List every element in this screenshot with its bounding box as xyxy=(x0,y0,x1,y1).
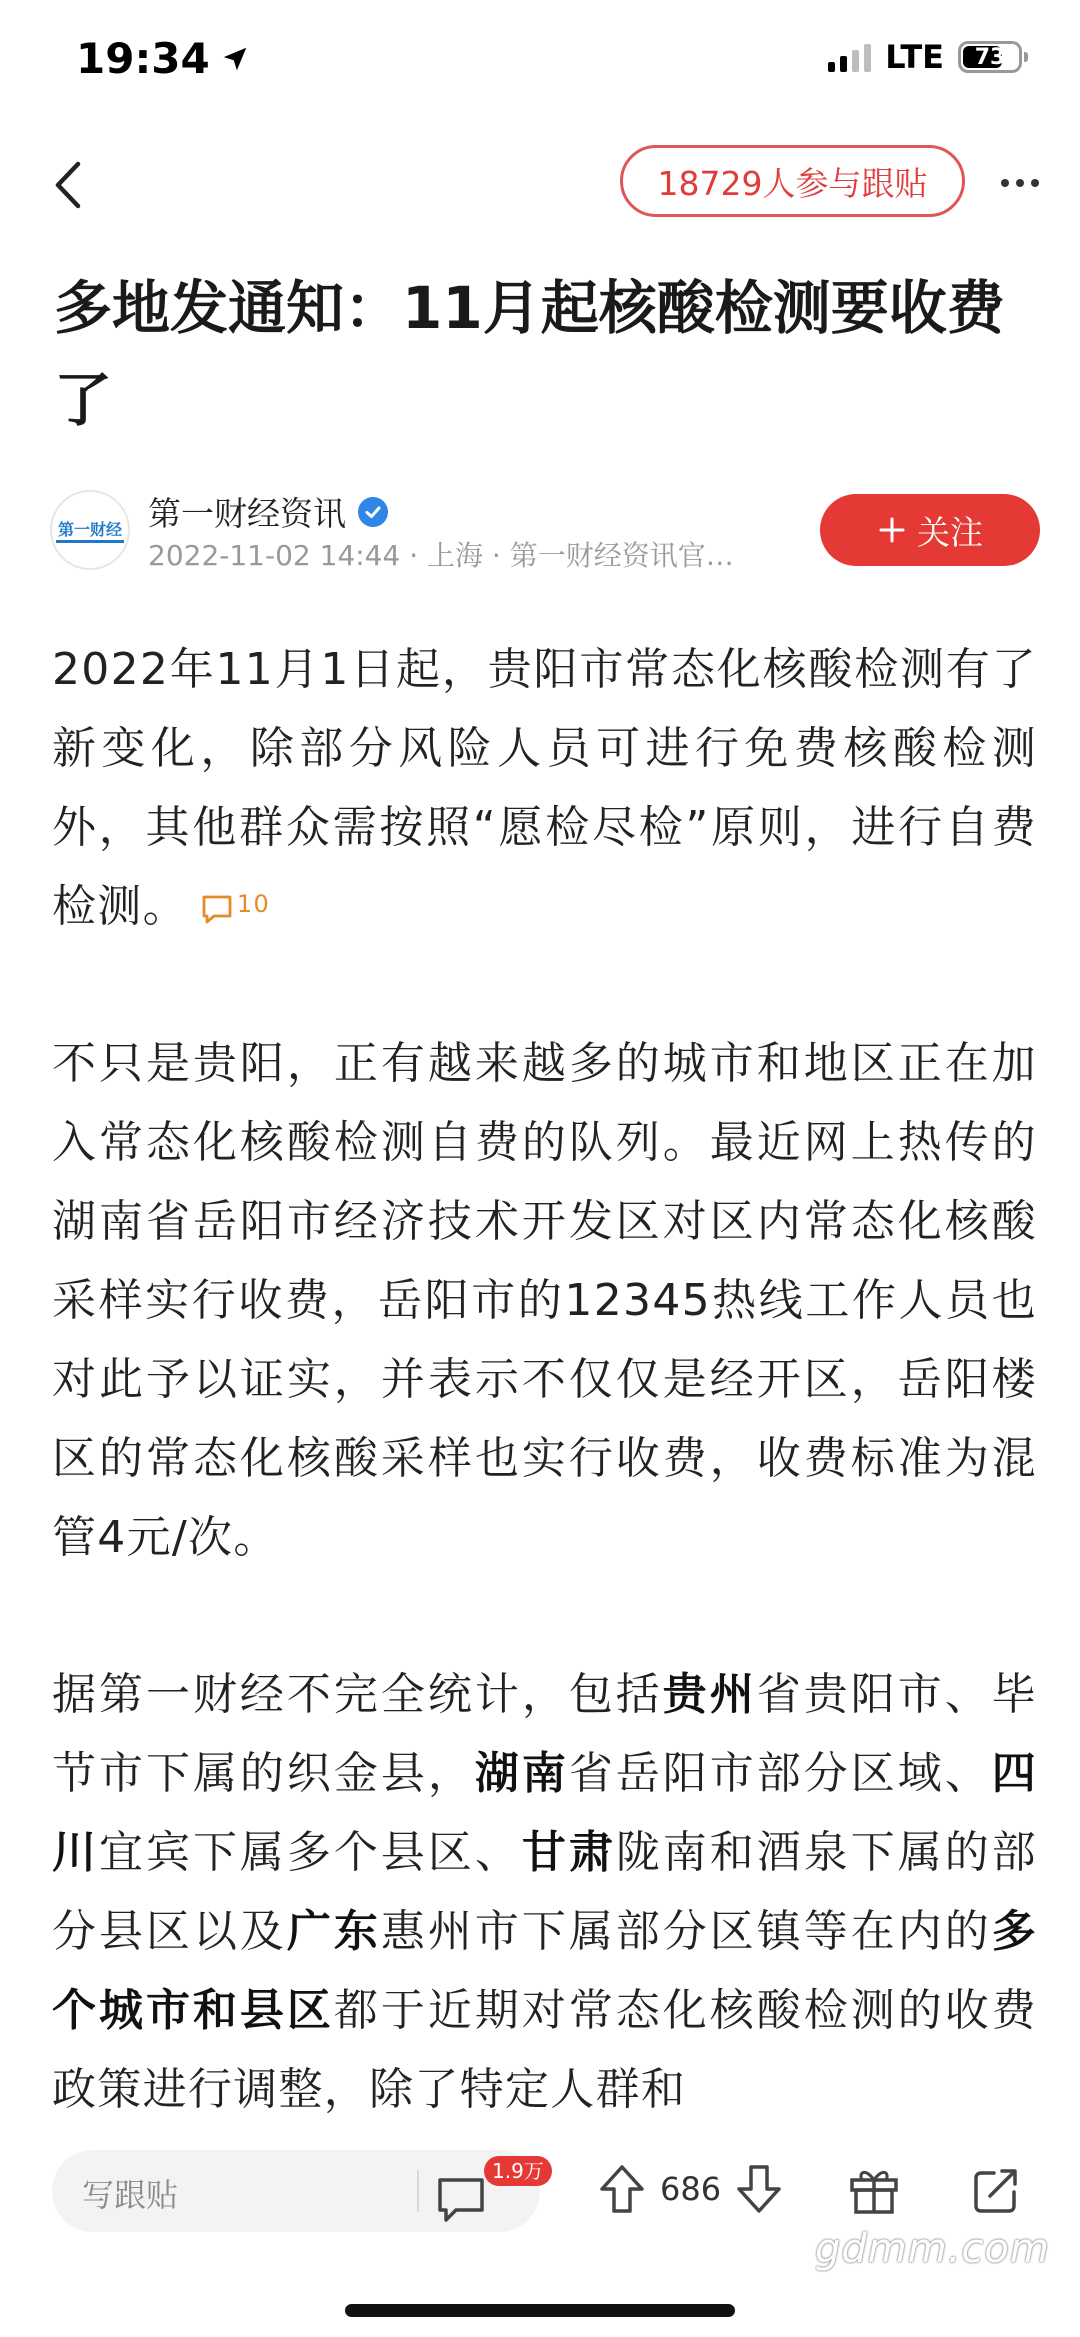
article-body xyxy=(52,630,1037,2207)
paragraph-1-text: 2022年11月1日起，贵阳市常态化核酸检测有了新变化，除部分风险人员可进行免费核酸检测外，其他群众需按照“愿检尽检”原则，进行自费检测。 xyxy=(52,644,1037,932)
paragraph-comment-count: 10 xyxy=(236,890,271,918)
chevron-left-icon xyxy=(40,150,100,220)
author-meta: 2022-11-02 14:44 · 上海 · 第一财经资讯官… xyxy=(148,539,734,572)
status-bar xyxy=(0,0,1080,130)
bold-text-segment: 贵州 xyxy=(662,1669,757,1720)
author-row xyxy=(50,488,1040,578)
follow-button[interactable] xyxy=(820,494,1040,566)
reply-input[interactable] xyxy=(52,2150,544,2232)
share-arrow-icon xyxy=(968,2162,1024,2218)
battery-icon xyxy=(958,41,1022,73)
vote-group xyxy=(596,2154,785,2224)
text-segment: 都于近期对常态化核酸检测的收费政策进行调整，除了特定人群和 xyxy=(52,1985,1037,2115)
network-type: LTE xyxy=(885,38,944,76)
author-avatar[interactable] xyxy=(50,490,130,570)
plus-icon xyxy=(877,515,907,545)
author-name[interactable] xyxy=(148,488,388,535)
share-button[interactable] xyxy=(968,2162,1024,2218)
text-segment: 据第一财经不完全统计，包括 xyxy=(52,1669,663,1720)
location-arrow-icon xyxy=(220,44,250,74)
bold-text-segment: 四川 xyxy=(52,1748,1037,1878)
author-name-text: 第一财经资讯 xyxy=(148,494,346,533)
bottom-action-bar xyxy=(0,2140,1080,2240)
verified-check-icon xyxy=(358,497,388,527)
back-button[interactable] xyxy=(40,150,100,220)
text-segment: 省贵阳市、毕节市下属的织金县， xyxy=(52,1669,1037,1799)
article-title: 多地发通知：11月起核酸检测要收费了 xyxy=(54,274,1005,434)
bold-text-segment: 甘肃 xyxy=(521,1827,616,1878)
comment-bubble-icon xyxy=(200,892,236,926)
status-indicators xyxy=(828,38,1022,76)
paragraph-comment-marker[interactable] xyxy=(200,892,270,926)
reply-divider xyxy=(417,2170,419,2212)
bold-text-segment: 多个城市和县区 xyxy=(52,1906,1037,2036)
gift-icon xyxy=(846,2162,902,2218)
more-dots-icon xyxy=(995,158,1045,208)
watermark: gdmm.com xyxy=(815,2226,1050,2272)
text-segment: 省岳阳市部分区域、 xyxy=(568,1748,992,1799)
status-time xyxy=(76,34,250,83)
comment-icon xyxy=(432,2170,492,2230)
participants-pill-label: 18729人参与跟贴 xyxy=(657,163,928,203)
signal-strength-icon xyxy=(828,42,871,72)
comments-button[interactable] xyxy=(432,2156,544,2226)
bold-text-segment: 湖南 xyxy=(474,1748,569,1799)
participants-pill-button[interactable] xyxy=(620,145,965,217)
upvote-arrow-icon[interactable] xyxy=(596,2161,648,2217)
bold-text-segment: 广东 xyxy=(286,1906,381,1957)
article-paragraph-2: 不只是贵阳，正有越来越多的城市和地区正在加入常态化核酸检测自费的队列。最近网上热传的湖南省岳阳市经济技术开发区对区内常态化核酸采样实行收费，岳阳市的12345热线工作人员也对此予以证实，并表示不仅仅是经开区，岳阳楼区的常态化核酸采样也实行收费，收费标准为混管4元/次。 xyxy=(52,1038,1037,1563)
follow-label: 关注 xyxy=(917,512,983,552)
text-segment: 陇南和酒泉下属的部分县区以及 xyxy=(52,1827,1037,1957)
nav-bar xyxy=(0,130,1080,250)
text-segment: 宜宾下属多个县区、 xyxy=(98,1827,522,1878)
article-paragraph-1 xyxy=(52,630,1037,946)
article-paragraph-3 xyxy=(52,1655,1037,2129)
status-time-text: 19:34 xyxy=(76,34,210,83)
comment-count-badge: 1.9万 xyxy=(484,2156,552,2186)
more-options-button[interactable] xyxy=(995,158,1045,208)
gift-button[interactable] xyxy=(846,2162,902,2218)
downvote-arrow-icon[interactable] xyxy=(733,2161,785,2217)
avatar-logo: 第一财经 xyxy=(56,517,124,543)
text-segment: 惠州市下属部分区镇等在内的 xyxy=(380,1906,992,1957)
reply-placeholder: 写跟贴 xyxy=(82,2176,179,2214)
battery-level: 73 xyxy=(974,44,1006,70)
vote-count: 686 xyxy=(660,2170,722,2208)
home-indicator[interactable] xyxy=(345,2304,735,2317)
